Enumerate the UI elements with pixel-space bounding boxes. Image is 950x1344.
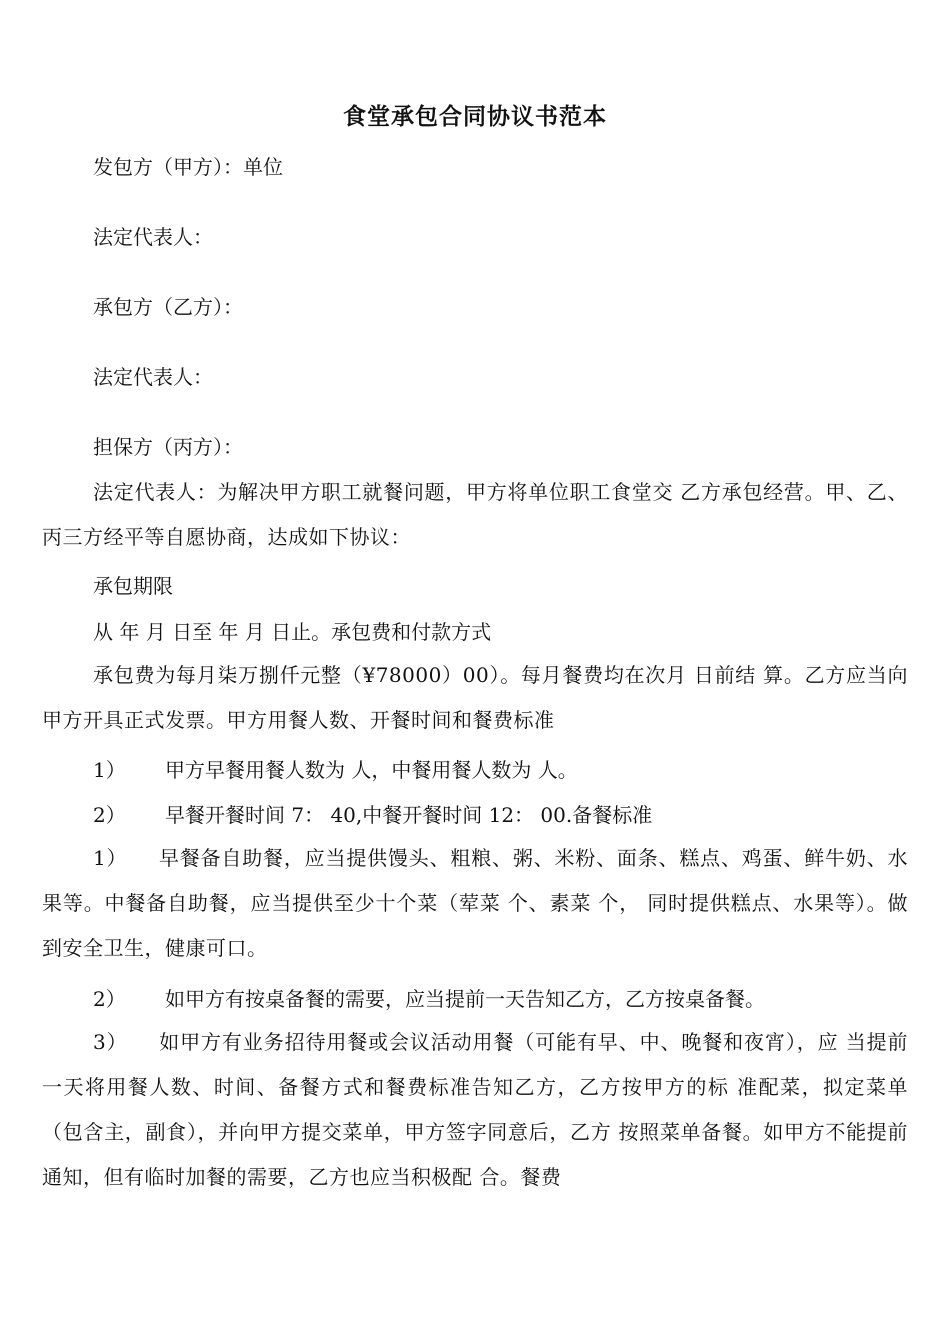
item-number: 1）: [93, 758, 126, 782]
meal-standard-paragraph-1: 1） 早餐备自助餐，应当提供馒头、粗粮、粥、米粉、面条、糕点、鸡蛋、鲜牛奶、水果等。中餐备自助餐，应当提供至少十个菜（荤菜 个、素菜 个， 同时提供糕点、水果等）。做到安全卫生，健康可口。: [42, 846, 908, 960]
meal-standard-paragraph-3: 3） 如甲方有业务招待用餐或会议活动用餐（可能有早、中、晚餐和夜宵），应 当提前一天将用餐人数、时间、备餐方式和餐费标准告知乙方，乙方按甲方的标 准配菜，拟定菜单（包含主，副食），并向甲方提交菜单，甲方签字同意后，乙方 按照菜单备餐。如甲方不能提前通知，但有临时加餐的需要，乙方也应当积极配 合。餐费: [42, 1030, 908, 1189]
list-item: [93, 985, 765, 1013]
document-title: 食堂承包合同协议书范本: [343, 103, 607, 130]
item-number: 2）: [93, 803, 126, 827]
item-number: 2）: [93, 987, 126, 1011]
list-item: [93, 756, 578, 784]
item-text: 甲方早餐用餐人数为 人，中餐用餐人数为 人。: [165, 758, 578, 782]
term-heading: 承包期限: [93, 574, 173, 598]
intro-paragraph: 法定代表人：为解决甲方职工就餐问题，甲方将单位职工食堂交 乙方承包经营。甲、乙、丙三方经平等自愿协商，达成如下协议：: [42, 480, 908, 549]
party-b-representative-line: 法定代表人：: [93, 365, 213, 389]
guarantor-line: 担保方（丙方）：: [93, 435, 243, 459]
fee-paragraph: 承包费为每月柒万捌仟元整（¥78000）00）。每月餐费均在次月 日前结 算。乙方应当向甲方开具正式发票。甲方用餐人数、开餐时间和餐费标准: [42, 663, 908, 732]
list-item: [93, 801, 652, 829]
item-text: 早餐开餐时间 7： 40,中餐开餐时间 12： 00.备餐标准: [165, 803, 653, 827]
item-text: 如甲方有按桌备餐的需要，应当提前一天告知乙方，乙方按桌备餐。: [165, 987, 765, 1011]
party-a-line: 发包方（甲方）：单位: [93, 155, 283, 179]
party-b-line: 承包方（乙方）：: [93, 295, 243, 319]
term-text: 从 年 月 日至 年 月 日止。承包费和付款方式: [93, 620, 492, 644]
party-a-representative-line: 法定代表人：: [93, 225, 213, 249]
